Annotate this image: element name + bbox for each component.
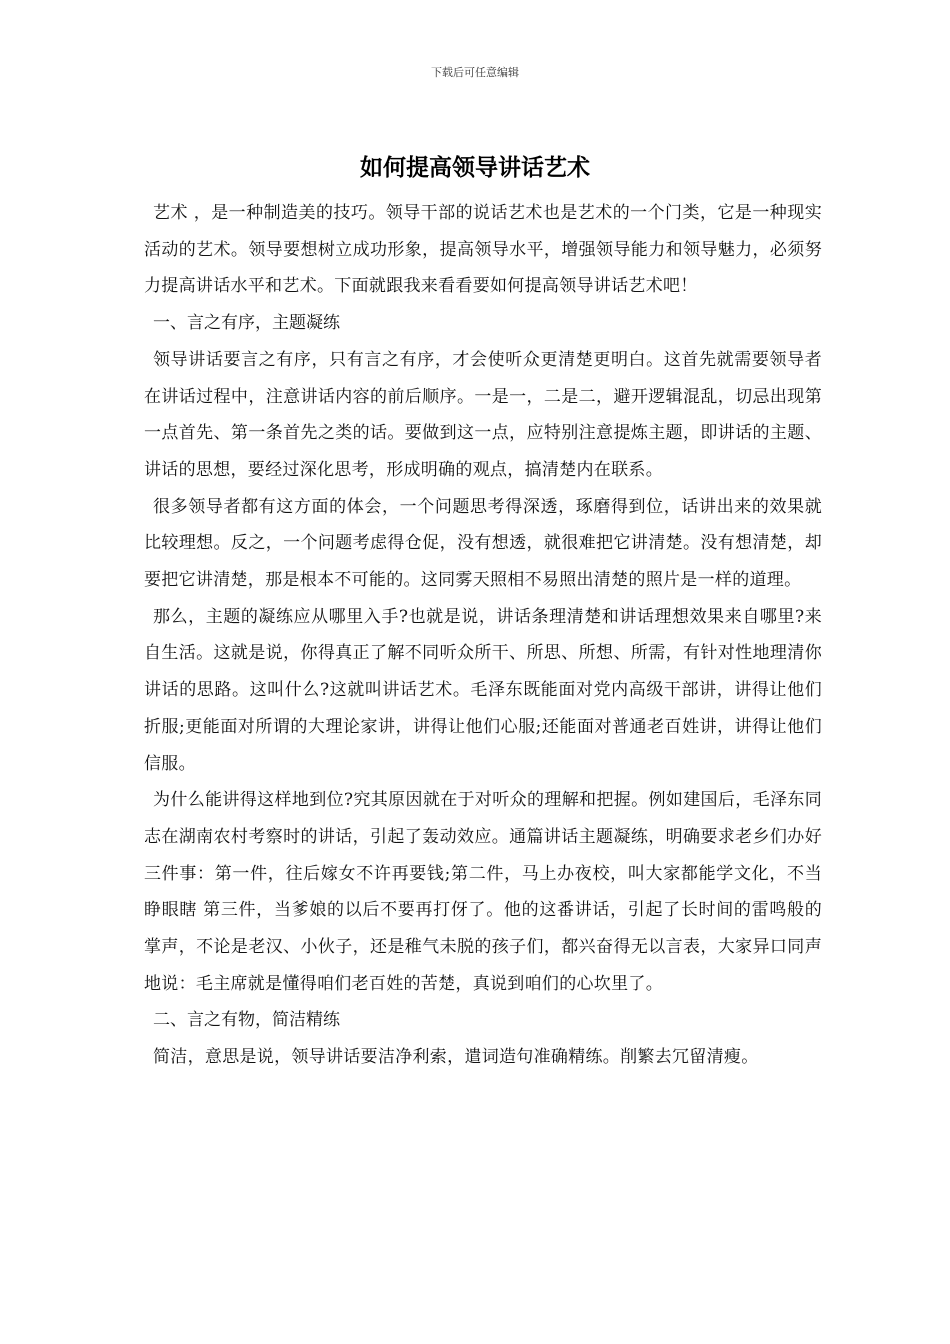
section1-paragraph-3: 那么，主题的凝练应从哪里入手?也就是说，讲话条理清楚和讲话理想效果来自哪里?来自生活。这就是说，你得真正了解不同听众所干、所思、所想、所需，有针对性地理清你讲话的思路。这叫什么?这就叫讲话艺术。毛泽东既能面对党内高级干部讲，讲得让他们折服;更能面对所谓的大理论家讲，讲得让他们心服;还能面对普通老百姓讲，讲得让他们信服。 [144, 606, 822, 774]
section-heading-2: 二、言之有物，简洁精练 [153, 1010, 340, 1031]
section1-paragraph-4: 为什么能讲得这样地到位?究其原因就在于对听众的理解和把握。例如建国后，毛泽东同志在湖南农村考察时的讲话，引起了轰动效应。通篇讲话主题凝练，明确要求老乡们办好三件事：第一件，往后嫁女不许再要钱;第二件，马上办夜校，叫大家都能学文化，不当 睁眼瞎 第三件，当爹娘的以后不要再打伢了。他的这番讲话，引起了长时间的雷鸣般的掌声，不论是老汉、小伙子，还是稚气未脱的孩子们，都兴奋得无以言表，大家异口同声地说：毛主席就是懂得咱们老百姓的苦楚，真说到咱们的心坎里了。 [144, 790, 822, 994]
section1-paragraph-2: 很多领导者都有这方面的体会，一个问题思考得深透，琢磨得到位，话讲出来的效果就比较理想。反之，一个问题考虑得仓促，没有想透，就很难把它讲清楚。没有想清楚，却要把它讲清楚，那是根本不可能的。这同雾天照相不易照出清楚的照片是一样的道理。 [144, 496, 822, 591]
section2-paragraph-1: 简洁，意思是说，领导讲话要洁净利索，遣词造句准确精练。削繁去冗留清瘦。 [153, 1047, 759, 1068]
document-title: 如何提高领导讲话艺术 [360, 154, 590, 181]
document-body [144, 195, 822, 1076]
section-heading-1: 一、言之有序，主题凝练 [153, 313, 340, 334]
intro-paragraph: 艺术 ，是一种制造美的技巧。领导干部的说话艺术也是艺术的一个门类，它是一种现实活动的艺术。领导要想树立成功形象，提高领导水平，增强领导能力和领导魅力，必须努力提高讲话水平和艺术。下面就跟我来看看要如何提高领导讲话艺术吧！ [144, 203, 822, 297]
page-header-note: 下载后可任意编辑 [431, 66, 519, 79]
section1-paragraph-1: 领导讲话要言之有序，只有言之有序，才会使听众更清楚更明白。这首先就需要领导者在讲话过程中，注意讲话内容的前后顺序。一是一，二是二，避开逻辑混乱，切忌出现第一点首先、第一条首先之类的话。要做到这一点，应特别注意提炼主题，即讲话的主题、讲话的思想，要经过深化思考，形成明确的观点，搞清楚内在联系。 [144, 349, 822, 480]
